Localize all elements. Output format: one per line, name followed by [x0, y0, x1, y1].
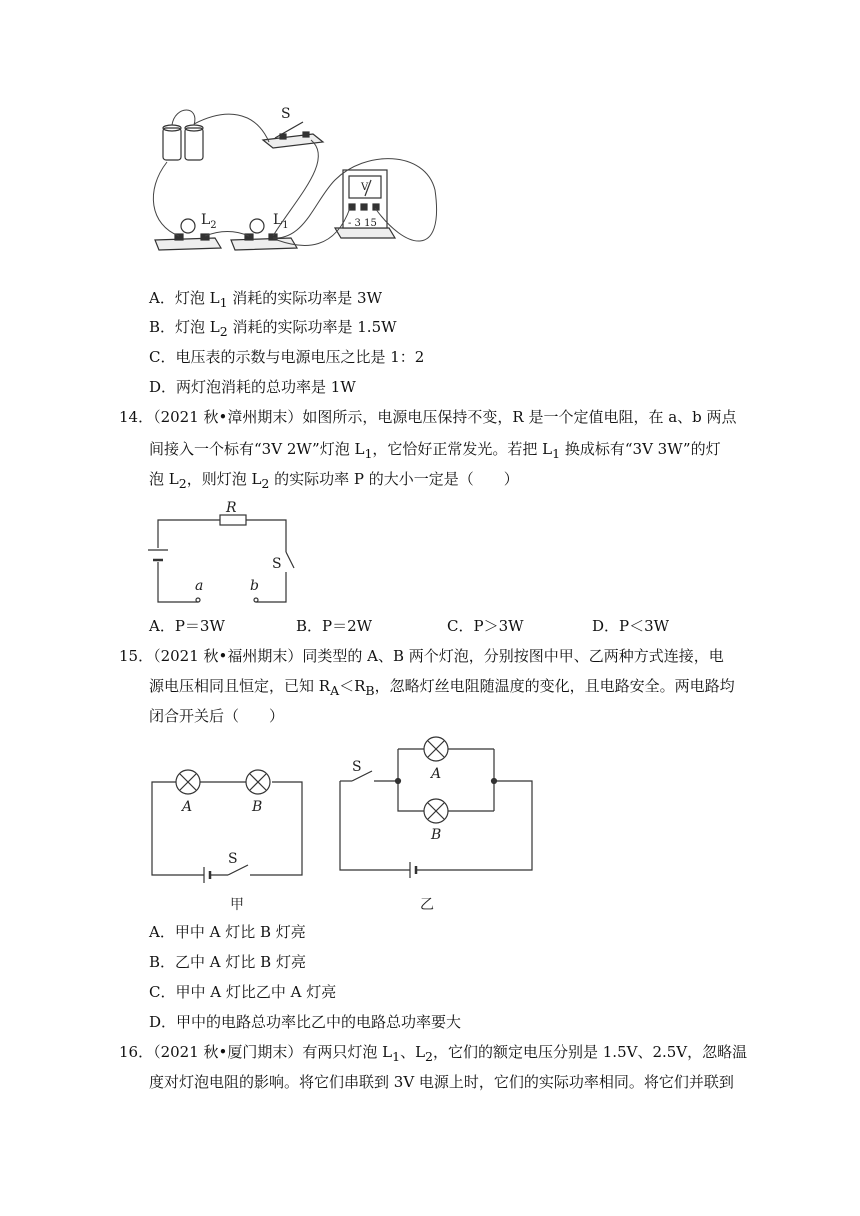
- caption-right: 乙: [420, 897, 434, 913]
- q16-stem-line2: 度对灯泡电阻的影响。将它们串联到 3V 电源上时，它们的实际功率相同。将它们并联到: [149, 1073, 734, 1091]
- switch-label: S: [281, 106, 291, 122]
- circuit-wires: [153, 110, 436, 245]
- lamp-b-label: B: [431, 827, 442, 843]
- q13-circuit-figure: [145, 100, 445, 270]
- battery-icon: [163, 125, 203, 160]
- switch-label: S: [352, 759, 362, 775]
- q14-option-a: A．P＝3W: [149, 617, 225, 635]
- switch-label: S: [272, 556, 282, 572]
- q14-circuit-diagram: [148, 500, 298, 610]
- q14-option-c: C．P＞3W: [447, 617, 524, 635]
- q14-stem-line2: 间接入一个标有“3V 2W”灯泡 $L_1$，它恰好正常发光。若把 $L_1$ 换成标有“3V 3W”的灯: [149, 440, 721, 461]
- knife-switch-icon: [263, 122, 323, 148]
- point-a-label: a: [195, 578, 204, 594]
- q15-option-a: A．甲中 A 灯比 B 灯亮: [149, 923, 306, 941]
- q15-stem-line2: 源电压相同且恒定，已知 $R_A<R_B$，忽略灯丝电阻随温度的变化，且电路安全。两电路均: [149, 677, 735, 698]
- q14-option-b: B．P＝2W: [296, 617, 373, 635]
- caption-left: 甲: [230, 897, 244, 913]
- resistor-label: R: [226, 500, 237, 516]
- q15-option-d: D．甲中的电路总功率比乙中的电路总功率要大: [149, 1013, 462, 1031]
- q15-option-c: C．甲中 A 灯比乙中 A 灯亮: [149, 983, 337, 1001]
- q15-option-b: B．乙中 A 灯比 B 灯亮: [149, 953, 306, 971]
- switch-label: S: [228, 851, 238, 867]
- q14-stem-line3: 泡 $L_2$，则灯泡 $L_2$ 的实际功率 P 的大小一定是（ ）: [149, 470, 519, 491]
- q13-option-d: D．两灯泡消耗的总功率是 1W: [149, 378, 356, 396]
- lamp-a-label: A: [182, 799, 193, 815]
- q15-circuit-diagrams: [148, 735, 548, 920]
- q15-stem-line1: 15．（2021 秋•福州期末）同类型的 A、B 两个灯泡，分别按图中甲、乙两种方式连接，电: [119, 647, 724, 665]
- voltmeter-terminals: - 3 15: [348, 218, 377, 229]
- q13-option-c: C．电压表的示数与电源电压之比是 1：2: [149, 348, 425, 366]
- voltmeter-label: V: [361, 182, 369, 193]
- switch-symbol: [286, 552, 294, 568]
- parallel-circuit: [340, 737, 532, 878]
- lamp-l2-label: $L_2$: [201, 212, 217, 231]
- lamp-b-label: B: [252, 799, 263, 815]
- q14-stem-line1: 14．（2021 秋•漳州期末）如图所示，电源电压保持不变，R 是一个定值电阻，在 a、b 两点: [119, 408, 737, 426]
- q13-option-a: A．灯泡 $L_1$ 消耗的实际功率是 3W: [149, 289, 383, 310]
- lamp-l1-label: $L_1$: [273, 212, 289, 231]
- resistor-symbol: [220, 515, 246, 525]
- q16-stem-line1: 16．（2021 秋•厦门期末）有两只灯泡 $L_1$、$L_2$，它们的额定电压分别是 1.5V、2.5V，忽略温: [119, 1043, 748, 1064]
- series-circuit: [152, 770, 302, 883]
- lamp-a-label: A: [431, 766, 442, 782]
- point-b-label: b: [250, 578, 259, 594]
- q13-option-b: B．灯泡 $L_2$ 消耗的实际功率是 1.5W: [149, 318, 397, 339]
- q14-option-d: D．P＜3W: [592, 617, 670, 635]
- q15-stem-line3: 闭合开关后（ ）: [149, 707, 285, 725]
